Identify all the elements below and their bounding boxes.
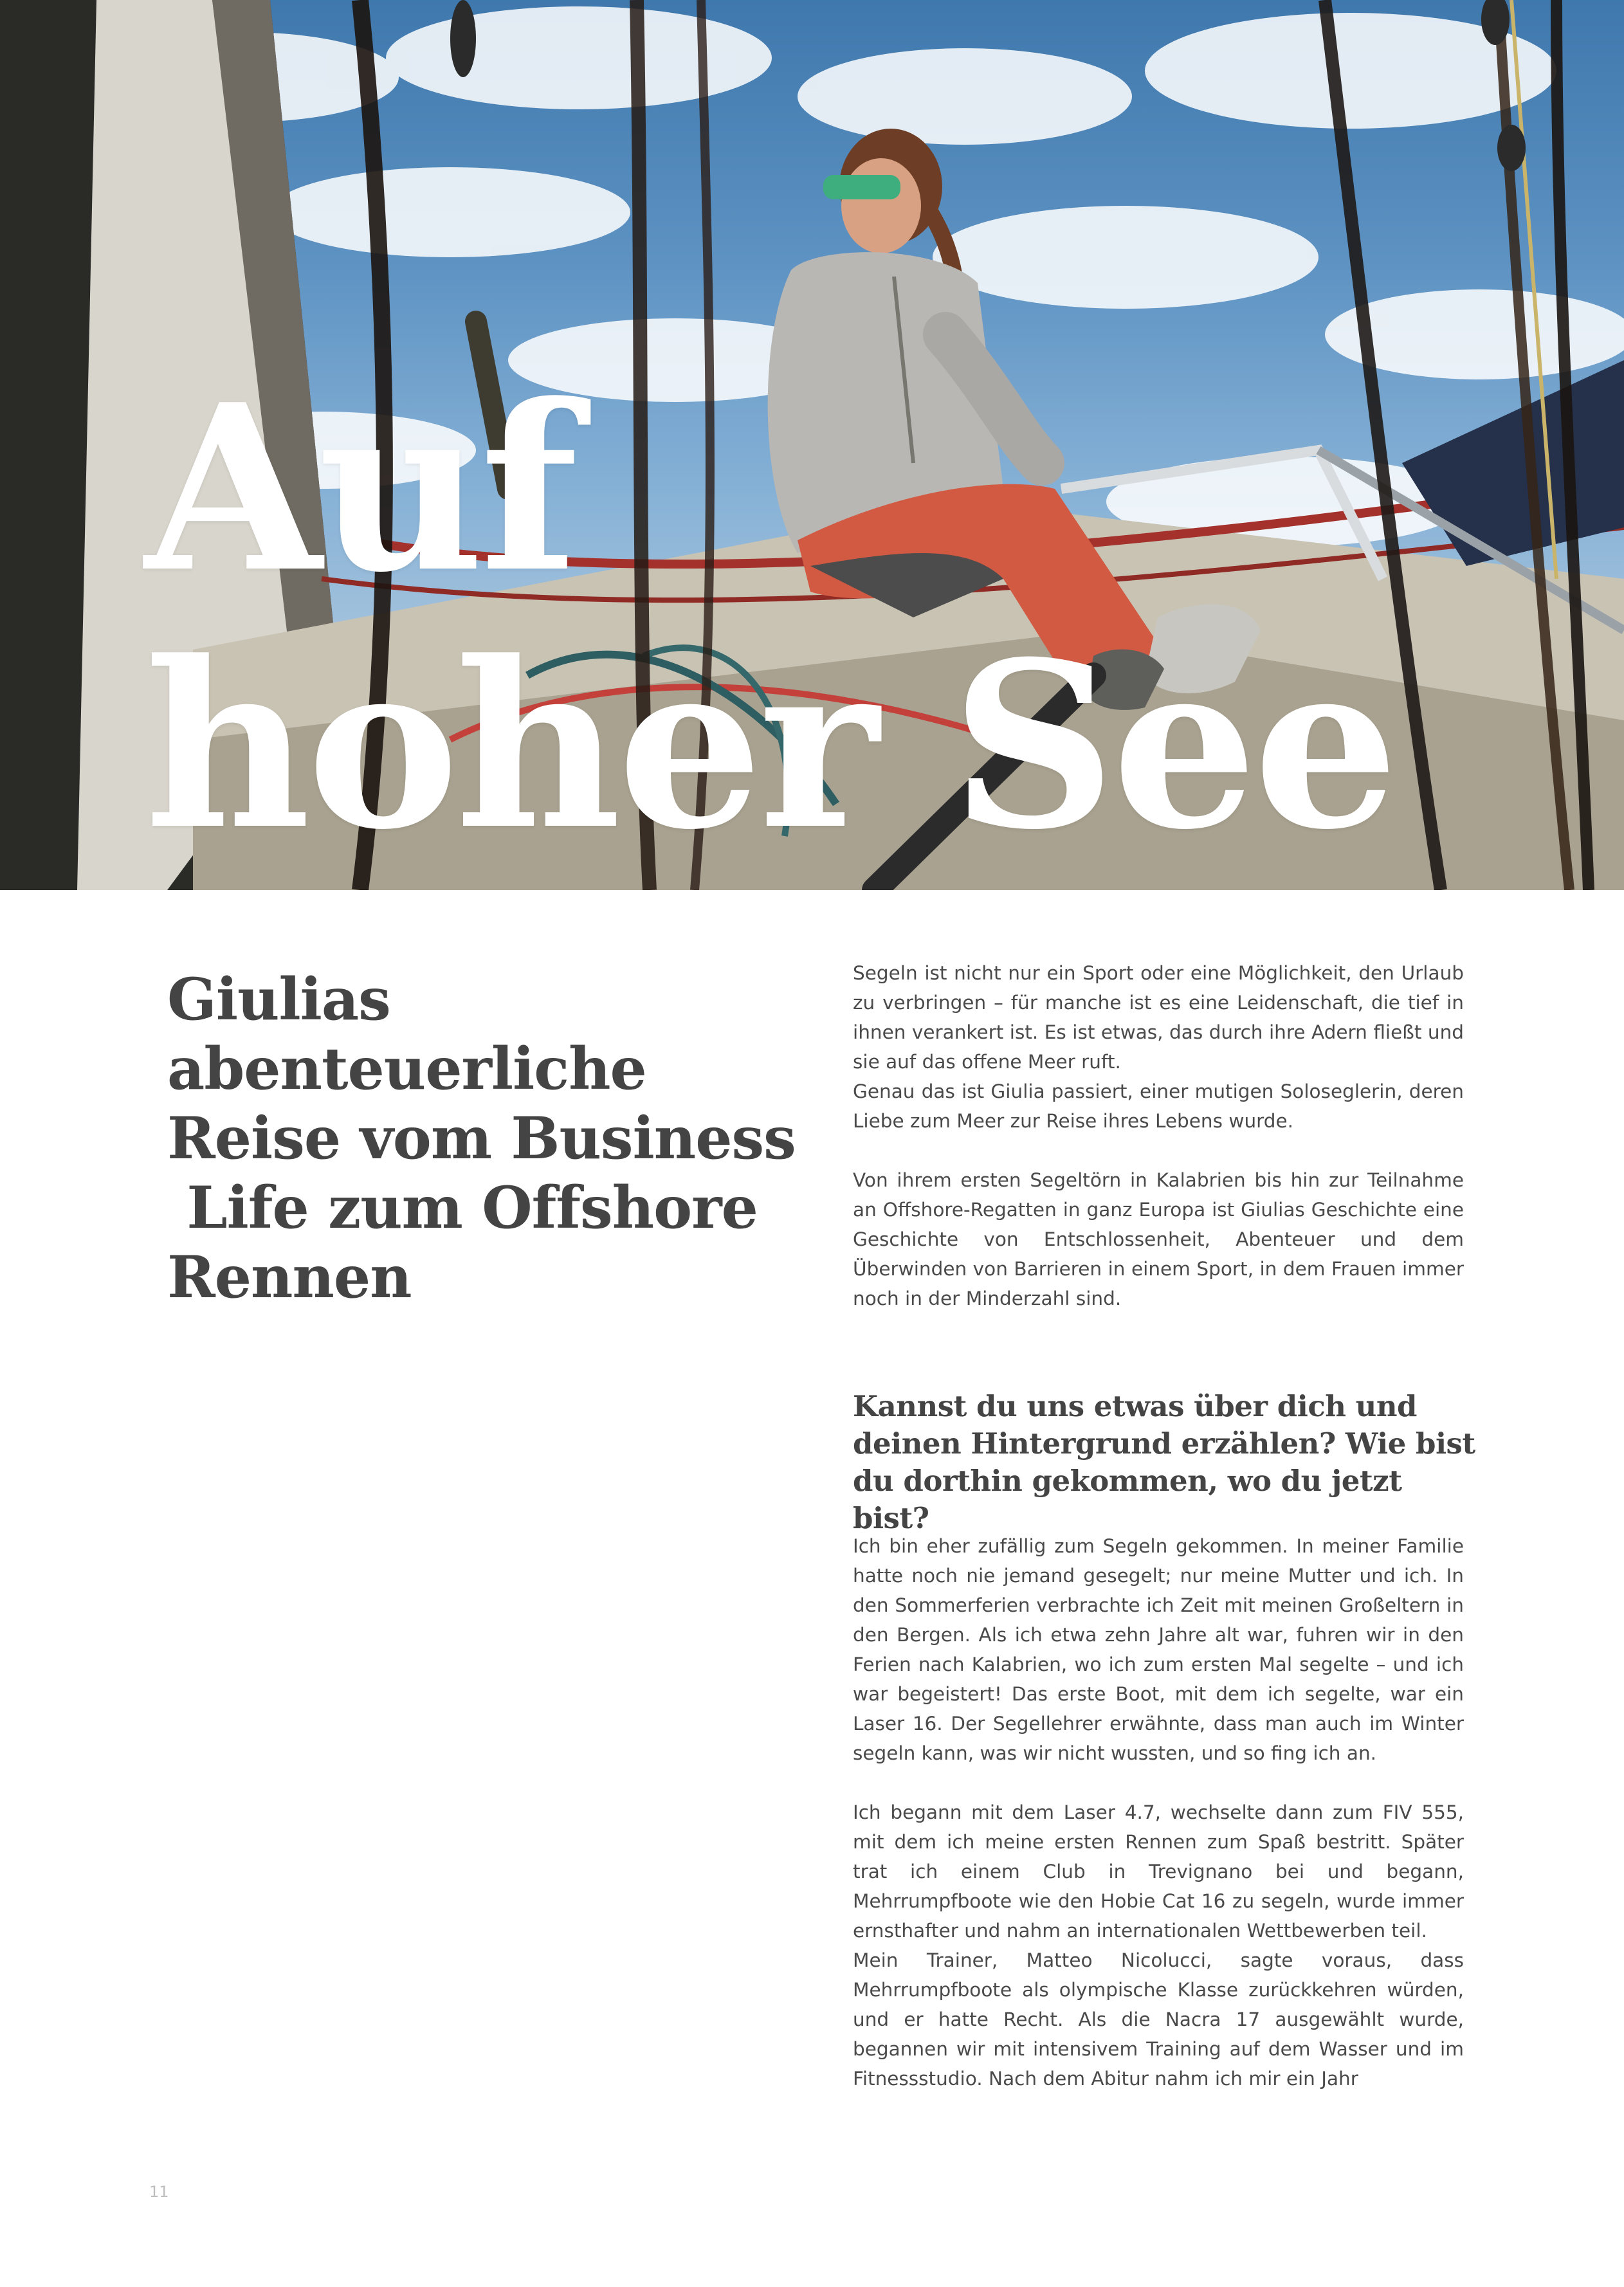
paragraph-spacer bbox=[853, 1136, 1464, 1165]
answer-paragraph-3: Mein Trainer, Matteo Nicolucci, sagte voraus, dass Mehrrumpfboote als olympische Klasse zurückkehren würden, und er hatte Recht. Als die Nacra 17 ausgewählt wurde, begannen wir mit intensivem Training auf dem Wasser und im Fitnessstudio. Nach dem Abitur nahm ich mir ein Jahr bbox=[853, 1949, 1464, 2090]
hero-photo bbox=[0, 0, 1624, 890]
subtitle-line: Giulias bbox=[167, 965, 390, 1034]
article-subtitle bbox=[167, 965, 798, 1312]
headline bbox=[145, 354, 1395, 880]
subtitle-line: Life zum Offshore bbox=[167, 1174, 758, 1242]
answer-text bbox=[853, 1531, 1464, 2093]
headline-line-1: Auf bbox=[145, 354, 575, 623]
interview-question: Kannst du uns etwas über dich und deinen Hintergrund erzählen? Wie bist du dorthin gekommen, wo du jetzt bist? bbox=[853, 1389, 1475, 1535]
subtitle-line: abenteuerliche bbox=[167, 1035, 646, 1103]
paragraph-spacer bbox=[853, 1768, 1464, 1798]
intro-text bbox=[853, 958, 1464, 1313]
intro-paragraph-3: Von ihrem ersten Segeltörn in Kalabrien bis hin zur Teilnahme an Offshore-Regatten in ganz Europa ist Giulias Geschichte eine Geschichte von Entschlossenheit, Abenteuer und dem Überwinden von Barrieren in einem Sport, in dem Frauen immer noch in der Minderzahl sind. bbox=[853, 1169, 1464, 1309]
intro-paragraph-1: Segeln ist nicht nur ein Sport oder eine Möglichkeit, den Urlaub zu verbringen – für manche ist es eine Leidenschaft, die tief in ihnen verankert ist. Es ist etwas, das durch ihre Adern fließt und sie auf das offene Meer ruft. bbox=[853, 962, 1464, 1073]
intro-paragraph-2: Genau das ist Giulia passiert, einer mutigen Soloseglerin, deren Liebe zum Meer zur Reise ihres Lebens wurde. bbox=[853, 1080, 1464, 1132]
subtitle-line: Rennen bbox=[167, 1243, 412, 1311]
headline-line-2: hoher See bbox=[145, 612, 1395, 880]
page-number: 11 bbox=[149, 2183, 169, 2201]
answer-paragraph-2: Ich begann mit dem Laser 4.7, wechselte dann zum FIV 555, mit dem ich meine ersten Rennen zum Spaß bestritt. Später trat ich einem Club in Trevignano bei und begann, Mehrrumpfboote wie den Hobie Cat 16 zu segeln, wurde immer ernsthafter und nahm an internationalen Wettbewerben teil. bbox=[853, 1801, 1464, 1942]
answer-paragraph-1: Ich bin eher zufällig zum Segeln gekommen. In meiner Familie hatte noch nie jemand gesegelt; nur meine Mutter und ich. In den Sommerferien verbrachte ich Zeit mit meinen Großeltern in den Bergen. Als ich etwa zehn Jahre alt war, fuhren wir in den Ferien nach Kalabrien, wo ich zum ersten Mal segelte – und ich war begeistert! Das erste Boot, mit dem ich segelte, war ein Laser 16. Der Segellehrer erwähnte, dass man auch im Winter segeln kann, was wir nicht wussten, und so fing ich an. bbox=[853, 1535, 1464, 1764]
subtitle-line: Reise vom Business bbox=[167, 1104, 796, 1172]
